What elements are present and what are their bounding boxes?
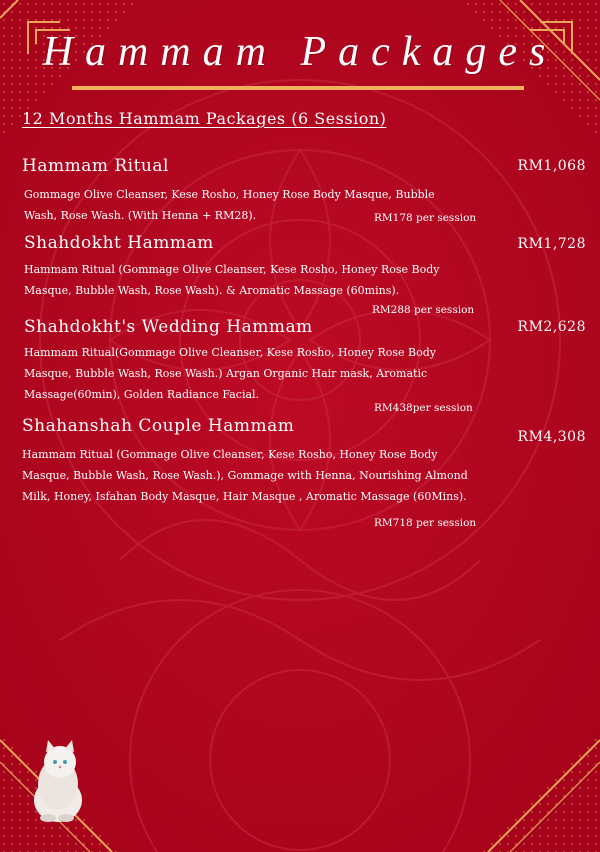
package-price-hammam-ritual: RM1,068 — [517, 158, 586, 174]
description-line: Massage(60min), Golden Radiance Facial. — [24, 388, 260, 401]
package-name-shahdokhts-wedding-hammam: Shahdokht's Wedding Hammam — [24, 317, 313, 337]
description-line: Gommage Olive Cleanser, Kese Rosho, Honey Rose Body Masque, Bubble — [24, 188, 435, 201]
description-line: Masque, Bubble Wash, Rose Wash.), Gommage with Henna, Nourishing Almond — [22, 469, 468, 482]
package-description-shahanshah-couple-hammam — [22, 444, 468, 507]
package-price-shahanshah-couple-hammam: RM4,308 — [517, 429, 586, 445]
per-session-shahdokhts-wedding-hammam: RM438per session — [374, 402, 473, 414]
package-description-shahdokhts-wedding-hammam — [24, 342, 436, 405]
package-price-shahdokhts-wedding-hammam: RM2,628 — [517, 319, 586, 335]
package-name-shahdokht-hammam: Shahdokht Hammam — [24, 233, 214, 253]
description-line: Milk, Honey, Isfahan Body Masque, Hair Masque , Aromatic Massage (60Mins). — [22, 490, 467, 503]
package-price-shahdokht-hammam: RM1,728 — [517, 236, 586, 252]
per-session-shahanshah-couple-hammam: RM718 per session — [374, 517, 477, 529]
per-session-shahdokht-hammam: RM288 per session — [372, 304, 475, 316]
package-name-shahanshah-couple-hammam: Shahanshah Couple Hammam — [22, 416, 295, 436]
package-description-shahdokht-hammam — [24, 259, 439, 301]
title-underline-divider — [72, 86, 524, 90]
description-line: Wash, Rose Wash. (With Henna + RM28). — [24, 209, 257, 222]
per-session-hammam-ritual: RM178 per session — [374, 212, 477, 224]
description-line: Masque, Bubble Wash, Rose Wash). & Aromatic Massage (60mins). — [24, 284, 400, 297]
description-line: Hammam Ritual (Gommage Olive Cleanser, Kese Rosho, Honey Rose Body — [24, 263, 440, 276]
description-line: Hammam Ritual (Gommage Olive Cleanser, Kese Rosho, Honey Rose Body — [22, 448, 438, 461]
page-title: Hammam Packages — [42, 29, 558, 75]
description-line: Masque, Bubble Wash, Rose Wash.) Argan Organic Hair mask, Aromatic — [24, 367, 428, 380]
description-line: Hammam Ritual(Gommage Olive Cleanser, Kese Rosho, Honey Rose Body — [24, 346, 436, 359]
packages-subtitle: 12 Months Hammam Packages (6 Session) — [22, 109, 387, 128]
package-name-hammam-ritual: Hammam Ritual — [22, 156, 169, 176]
